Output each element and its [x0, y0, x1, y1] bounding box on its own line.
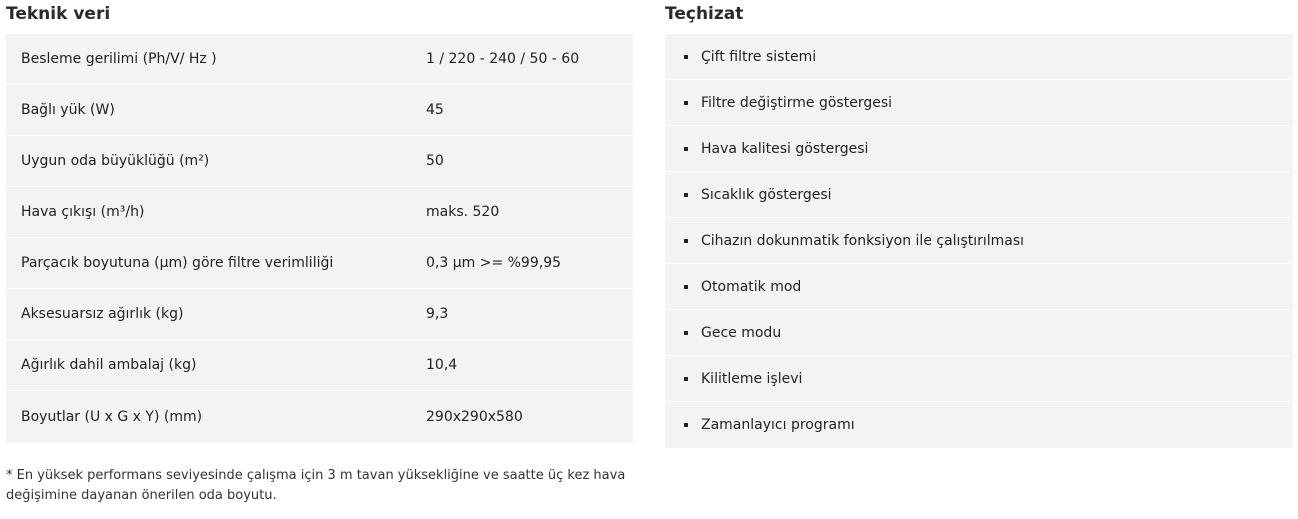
- bullet-icon: [684, 331, 688, 335]
- technical-data-section: [6, 0, 633, 443]
- spec-label: Parçacık boyutuna (µm) göre filtre verimliliği: [21, 255, 334, 271]
- table-row: [6, 85, 633, 136]
- spec-label: Boyutlar (U x G x Y) (mm): [21, 409, 203, 425]
- list-item: [665, 402, 1293, 448]
- bullet-icon: [684, 377, 688, 381]
- equipment-title: Teçhizat: [665, 4, 744, 24]
- spec-label: Aksesuarsız ağırlık (kg): [21, 306, 184, 322]
- equipment-label: Kilitleme işlevi: [701, 370, 803, 387]
- equipment-label: Filtre değiştirme göstergesi: [701, 94, 893, 111]
- list-item: [665, 126, 1293, 172]
- list-item: [665, 80, 1293, 126]
- list-item: [665, 310, 1293, 356]
- table-row: [6, 238, 633, 289]
- spec-value: 50: [426, 153, 444, 169]
- equipment-label: Çift filtre sistemi: [701, 48, 817, 65]
- bullet-icon: [684, 423, 688, 427]
- bullet-icon: [684, 285, 688, 289]
- bullet-icon: [684, 101, 688, 105]
- equipment-section: [665, 0, 1293, 464]
- spec-value: 45: [426, 102, 444, 118]
- table-row: [6, 289, 633, 340]
- equipment-label: Zamanlayıcı programı: [701, 417, 855, 433]
- spec-label: Bağlı yük (W): [21, 102, 115, 118]
- footnote: * En yüksek performans seviyesinde çalışma için 3 m tavan yüksekliğine ve saatte üç kez hava değişimine dayanan önerilen oda boyutu.: [6, 468, 626, 503]
- list-item: [665, 356, 1293, 402]
- spec-value: 0,3 µm >= %99,95: [426, 255, 562, 271]
- technical-data-title: Teknik veri: [6, 4, 111, 24]
- table-row: [6, 187, 633, 238]
- spec-value: 9,3: [426, 306, 449, 322]
- spec-value: 10,4: [426, 357, 458, 373]
- spec-label: Besleme gerilimi (Ph/V/ Hz ): [21, 51, 217, 67]
- list-item: [665, 34, 1293, 80]
- spec-value: 290x290x580: [426, 409, 523, 425]
- bullet-icon: [684, 193, 688, 197]
- spec-value: 1 / 220 - 240 / 50 - 60: [426, 51, 580, 67]
- table-row: [6, 340, 633, 391]
- spec-label: Ağırlık dahil ambalaj (kg): [21, 357, 197, 373]
- table-row: [6, 136, 633, 187]
- equipment-label: Sıcaklık göstergesi: [701, 186, 832, 203]
- technical-data-table: [6, 34, 633, 443]
- equipment-label: Cihazın dokunmatik fonksiyon ile çalıştırılması: [701, 232, 1025, 249]
- bullet-icon: [684, 55, 688, 59]
- equipment-label: Gece modu: [701, 324, 782, 341]
- spec-label: Hava çıkışı (m³/h): [21, 204, 145, 220]
- table-row: [6, 34, 633, 85]
- equipment-list: [665, 34, 1293, 448]
- list-item: [665, 264, 1293, 310]
- bullet-icon: [684, 239, 688, 243]
- spec-value: maks. 520: [426, 204, 500, 220]
- list-item: [665, 172, 1293, 218]
- equipment-label: Otomatik mod: [701, 278, 802, 295]
- equipment-label: Hava kalitesi göstergesi: [701, 140, 869, 157]
- list-item: [665, 218, 1293, 264]
- spec-label: Uygun oda büyüklüğü (m²): [21, 153, 210, 169]
- bullet-icon: [684, 147, 688, 151]
- table-row: [6, 391, 633, 443]
